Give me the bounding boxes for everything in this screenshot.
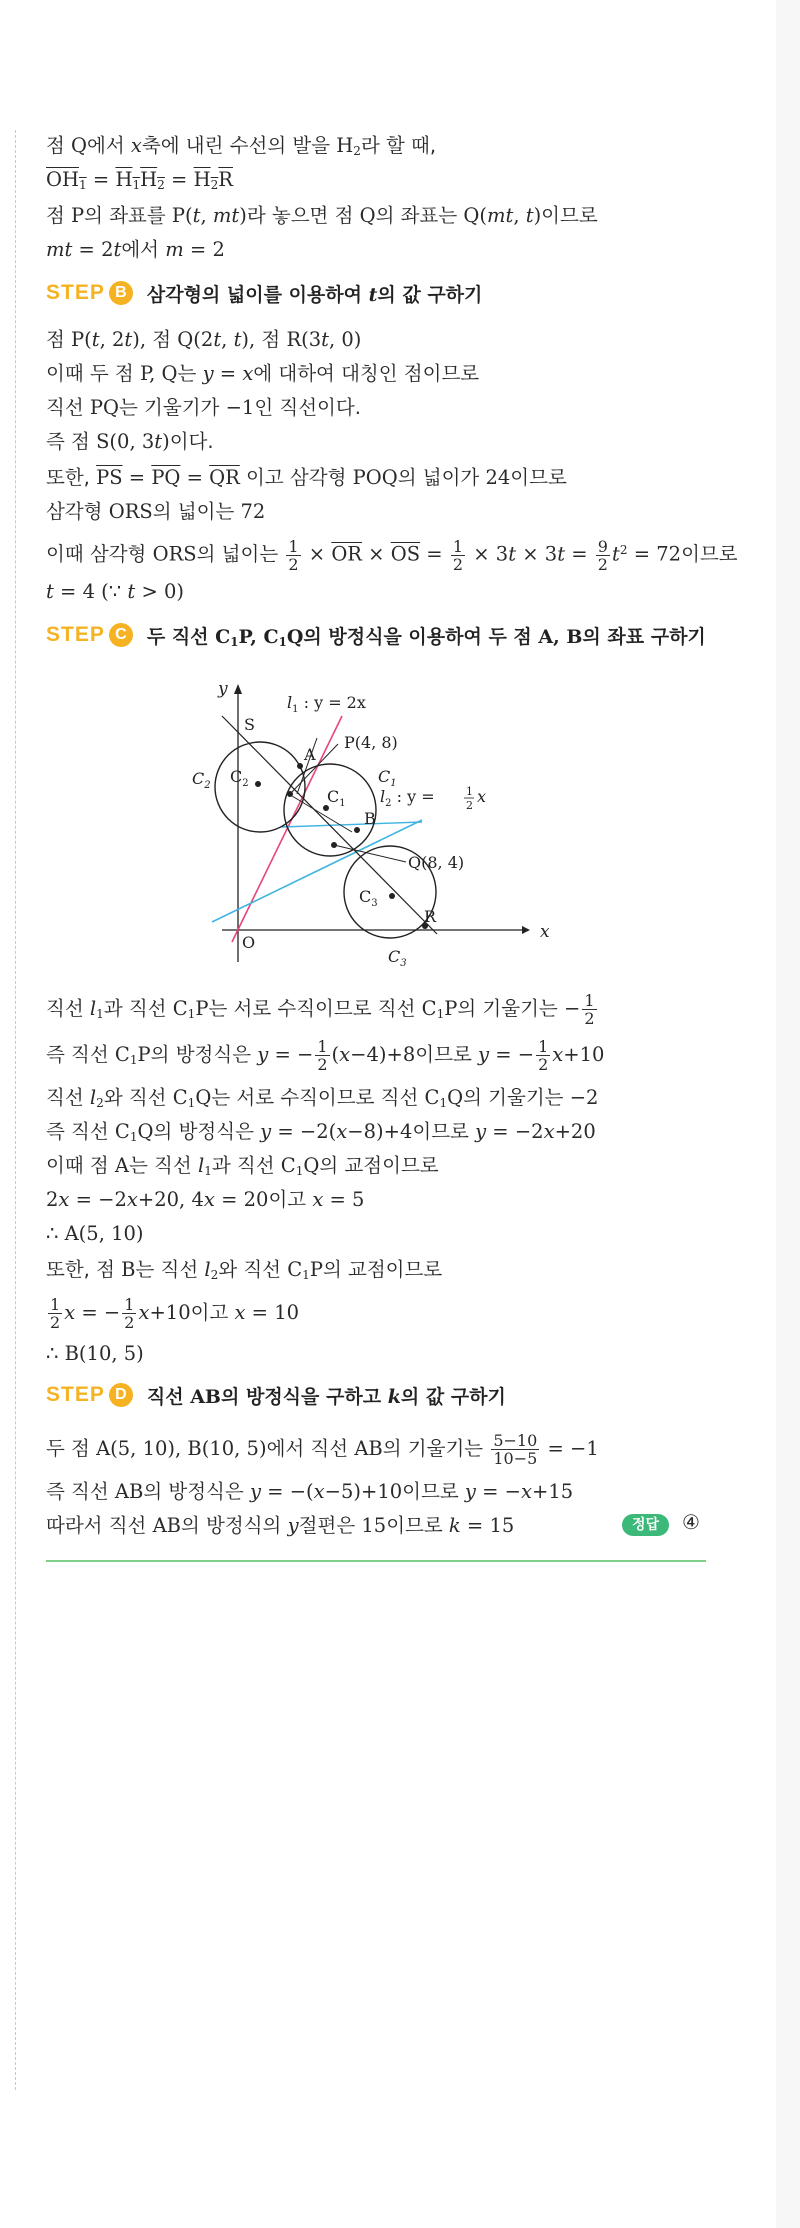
math: H [336, 134, 354, 157]
step-badge-c: C [109, 623, 133, 647]
text-line-9: 또한, $\overline{PS} = \overline{PQ} = \overline{QR}$ 이고 삼각형 POQ의 넓이가 24이므로 [46, 466, 567, 489]
circle-c1 [284, 764, 376, 856]
text: 점 [46, 134, 72, 157]
label-r: R [424, 907, 437, 926]
point-a [297, 763, 303, 769]
label-l2-x: x [477, 787, 487, 806]
step-label: STEP [46, 1383, 105, 1406]
text-line-5: 점 P(t, 2t), 점 Q(2t, t), 점 R(3t, 0) [46, 328, 362, 351]
math: = [86, 168, 116, 191]
text-line-12: t = 4 (∵ t > 0) [46, 580, 184, 603]
label-c3-inner: $C_3$ [359, 887, 378, 909]
y-axis-label: y [218, 679, 228, 699]
text-line-18: 2x = −2x+20, 4x = 20이고 x = 5 [46, 1188, 365, 1211]
step-label: STEP [46, 281, 105, 304]
text-line-10: 삼각형 ORS의 넓이는 72 [46, 500, 266, 523]
overline-segment-oh1: $OH_1$ [46, 168, 87, 193]
label-c2-outer: $C_2$ [192, 769, 211, 791]
text-line-4: mt = 2t에서 m = 2 [46, 238, 225, 261]
point-center-c3 [389, 893, 395, 899]
figure-svg [192, 672, 572, 984]
label-l1: $l_1$ : y = 2x [287, 693, 366, 715]
step-title: 직선 AB의 방정식을 구하고 k의 값 구하기 [146, 1385, 506, 1408]
x-axis-label: x [540, 922, 550, 942]
section-divider [46, 1560, 706, 1562]
label-c1-outer: $C_1$ [378, 767, 397, 789]
step-title: 삼각형의 넓이를 이용하여 t의 값 구하기 [146, 283, 483, 306]
text-line-19: ∴ A(5, 10) [46, 1222, 144, 1245]
label-l2: $l_2$ : y = [380, 787, 435, 809]
math: Q [71, 134, 88, 157]
label-c3-outer: $C_3$ [388, 947, 407, 969]
answer-badge: 정답 [622, 1514, 669, 1536]
label-b: B [364, 809, 376, 828]
label-c2-inner: $C_2$ [230, 767, 249, 789]
text-line-25: 따라서 직선 AB의 방정식의 y절편은 15이므로 k = 15 [46, 1514, 515, 1537]
label-a: A [304, 745, 316, 764]
point-b [354, 827, 360, 833]
text: 라 할 때, [360, 134, 437, 157]
text-line-24: 즉 직선 AB의 방정식은 y = −(x−5)+10이므로 y = −x+15 [46, 1480, 574, 1503]
label-q-coord: Q(8, 4) [408, 853, 465, 872]
point-center-c2 [255, 781, 261, 787]
page-edge-dashed [15, 130, 16, 2090]
label-s: S [244, 715, 255, 734]
text-line-20: 또한, 점 B는 직선 $l_2$와 직선 $C_1P$의 교점이므로 [46, 1258, 443, 1283]
label-l2-numerator: 1 [466, 785, 473, 798]
math: = [164, 168, 194, 191]
text: 에서 [87, 134, 131, 157]
text-line-3: 점 P의 좌표를 P(t, mt)라 놓으면 점 Q의 좌표는 Q(mt, t)이므로 [46, 204, 598, 227]
text: 축에 내린 수선의 발을 [141, 134, 337, 157]
text-line-15: 직선 $l_2$와 직선 $C_1Q$는 서로 수직이므로 직선 $C_1Q$의 기울기는 −2 [46, 1086, 599, 1111]
step-label: STEP [46, 623, 105, 646]
step-b-heading [46, 278, 482, 308]
y-axis-arrow-icon [234, 684, 242, 694]
text-line-23: 두 점 A(5, 10), B(10, 5)에서 직선 AB의 기울기는 $\frac{5-10}{10-5}$ = −1 [46, 1431, 599, 1468]
label-c1-inner: $C_1$ [327, 787, 346, 809]
line-l1 [232, 716, 342, 942]
overline-segment-h2r: $H_2R$ [193, 168, 233, 193]
step-badge-b: B [109, 281, 133, 305]
fraction: $\frac{9}{2}$ [597, 536, 608, 574]
coordinate-figure [192, 672, 572, 984]
overline-segment-h1h2: $H_1H_2$ [115, 168, 165, 193]
line-l2-lower [212, 820, 422, 922]
fraction: $\frac{1}{2}$ [288, 536, 299, 574]
text-line-21: $\frac{1}{2}$ x = − $\frac{1}{2}$ x+10이고 x = 10 [50, 1295, 300, 1332]
line-l2-segment [282, 822, 422, 827]
text-line-6: 이때 두 점 P, Q는 y = x에 대하여 대칭인 점이므로 [46, 362, 480, 385]
label-p-coord: P(4, 8) [344, 733, 398, 752]
label-l2-denominator: 2 [466, 799, 473, 812]
x-axis-arrow-icon [522, 926, 530, 934]
step-d-heading [46, 1380, 506, 1410]
text-line-8: 즉 점 S(0, 3t)이다. [46, 430, 214, 453]
text-line-17: 이때 점 A는 직선 $l_1$과 직선 $C_1Q$의 교점이므로 [46, 1154, 439, 1179]
fraction: $\frac{1}{2}$ [452, 536, 464, 574]
text-line-13: 직선 $l_1$과 직선 $C_1P$는 서로 수직이므로 직선 $C_1P$의 기울기는 − $\frac{1}{2}$ [46, 991, 595, 1028]
math-var: x [130, 134, 142, 157]
step-title: 두 직선 $C_1P$, $C_1Q$의 방정식을 이용하여 두 점 A, B의 좌표 구하기 [146, 625, 706, 649]
answer-choice: ④ [682, 1510, 700, 1534]
text-line-2 [46, 166, 233, 199]
text-line-16: 즉 직선 $C_1Q$의 방정식은 y = −2(x−8)+4이므로 y = −2x+20 [46, 1120, 596, 1145]
text-line-11: 이때 삼각형 ORS의 넓이는 $\frac{1}{2}$ × $\overline{OR} \times \overline{OS}$ = $\frac{1}{2}$ × 3t × 3t = $\frac{9}{2}$ $t^2 = 72$이므로 [46, 536, 738, 574]
origin-label: O [242, 933, 256, 952]
step-c-heading [46, 620, 706, 650]
text-line-7: 직선 PQ는 기울기가 −1인 직선이다. [46, 396, 361, 419]
text-line-1 [46, 132, 436, 165]
text-line-22: ∴ B(10, 5) [46, 1342, 144, 1365]
math-sub: 2 [353, 144, 361, 159]
text-line-14: 즉 직선 $C_1P$의 방정식은 y = − $\frac{1}{2}$ (x−4)+8이므로 y = − $\frac{1}{2}$ x+10 [46, 1037, 605, 1074]
step-badge-d: D [109, 1383, 133, 1407]
